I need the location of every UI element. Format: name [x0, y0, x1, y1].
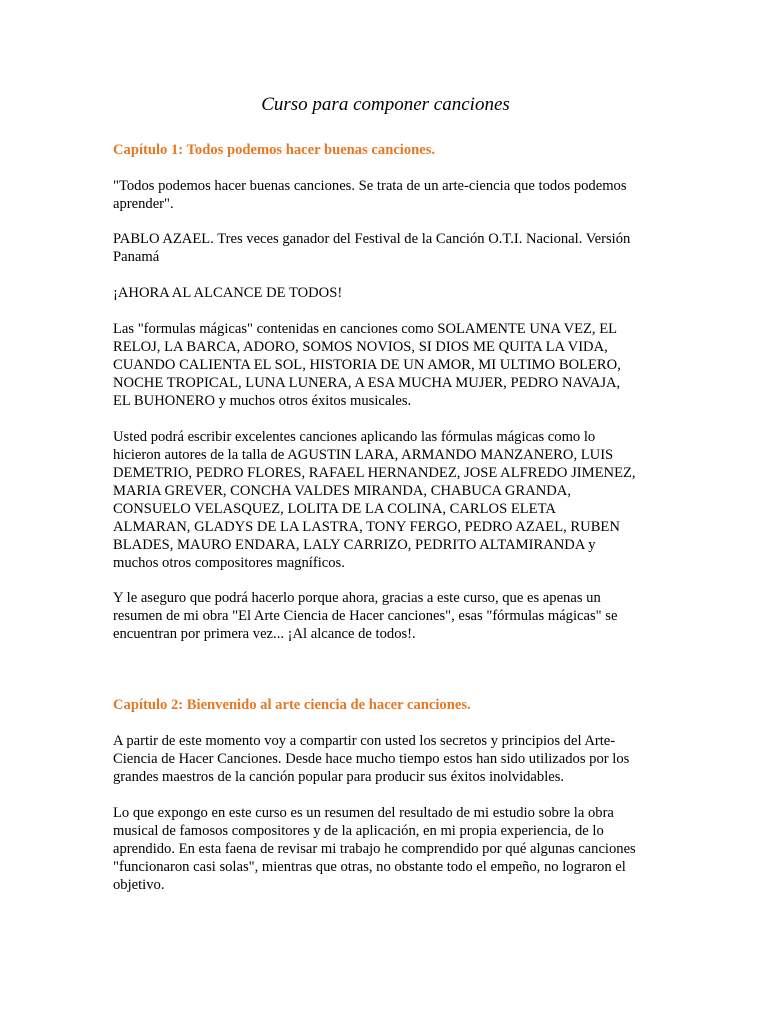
chapter-2-paragraph-1: A partir de este momento voy a compartir con usted los secretos y principios del Arte- Ciencia de Hacer Canciones. Desde hace mucho tiempo estos han sido utilizados por los grandes maestros de la canción popular para producir sus éxitos inolvidables. — [113, 733, 630, 785]
chapter-1-paragraph-2: PABLO AZAEL. Tres veces ganador del Festival de la Canción O.T.I. Nacional. Versión Panamá — [113, 231, 631, 265]
chapter-1-paragraph-5: Usted podrá escribir excelentes canciones aplicando las fórmulas mágicas como lo hicieron autores de la talla de AGUSTIN LARA, ARMANDO MANZANERO, LUIS DEMETRIO, PEDRO FLORES, RAFAEL HERNANDEZ, JOSE ALFREDO JIMENEZ, MARIA GREVER, CONCHA VALDES MIRANDA, CHABUCA GRANDA, CONSUELO VELASQUEZ, LOLITA DE LA COLINA, CARLOS ELETA ALMARAN, GLADYS DE LA LASTRA, TONY FERGO, PEDRO AZAEL, RUBEN BLADES, MAURO ENDARA, LALY CARRIZO, PEDRITO ALTAMIRANDA y muchos otros compositores magníficos. — [113, 429, 636, 571]
chapter-1-paragraph-6: Y le aseguro que podrá hacerlo porque ahora, gracias a este curso, que es apenas un resumen de mi obra "El Arte Ciencia de Hacer canciones", esas "fórmulas mágicas" se encuentran por primera vez... ¡Al alcance de todos!. — [113, 590, 618, 642]
chapter-1-paragraph-4: Las "formulas mágicas" contenidas en canciones como SOLAMENTE UNA VEZ, EL RELOJ, LA BARCA, ADORO, SOMOS NOVIOS, SI DIOS ME QUITA LA VIDA, CUANDO CALIENTA EL SOL, HISTORIA DE UN AMOR, MI ULTIMO BOLERO, NOCHE TROPICAL, LUNA LUNERA, A ESA MUCHA MUJER, PEDRO NAVAJA, EL BUHONERO y muchos otros éxitos musicales. — [113, 321, 621, 409]
chapter-2-heading: Capítulo 2: Bienvenido al arte ciencia de hacer canciones. — [113, 697, 471, 713]
chapter-1-heading: Capítulo 1: Todos podemos hacer buenas canciones. — [113, 142, 436, 158]
chapter-1-paragraph-3: ¡AHORA AL ALCANCE DE TODOS! — [113, 285, 343, 301]
chapter-1-paragraph-1: "Todos podemos hacer buenas canciones. Se trata de un arte-ciencia que todos podemos aprender". — [113, 178, 627, 212]
chapter-2-paragraph-2: Lo que expongo en este curso es un resumen del resultado de mi estudio sobre la obra musical de famosos compositores y de la aplicación, en mi propia experiencia, de lo aprendido. En esta faena de revisar mi trabajo he comprendido por qué algunas canciones "funcionaron casi solas", mientras que otras, no obstante todo el empeño, no lograron el objetivo. — [113, 805, 636, 893]
document-title: Curso para componer canciones — [261, 94, 510, 115]
